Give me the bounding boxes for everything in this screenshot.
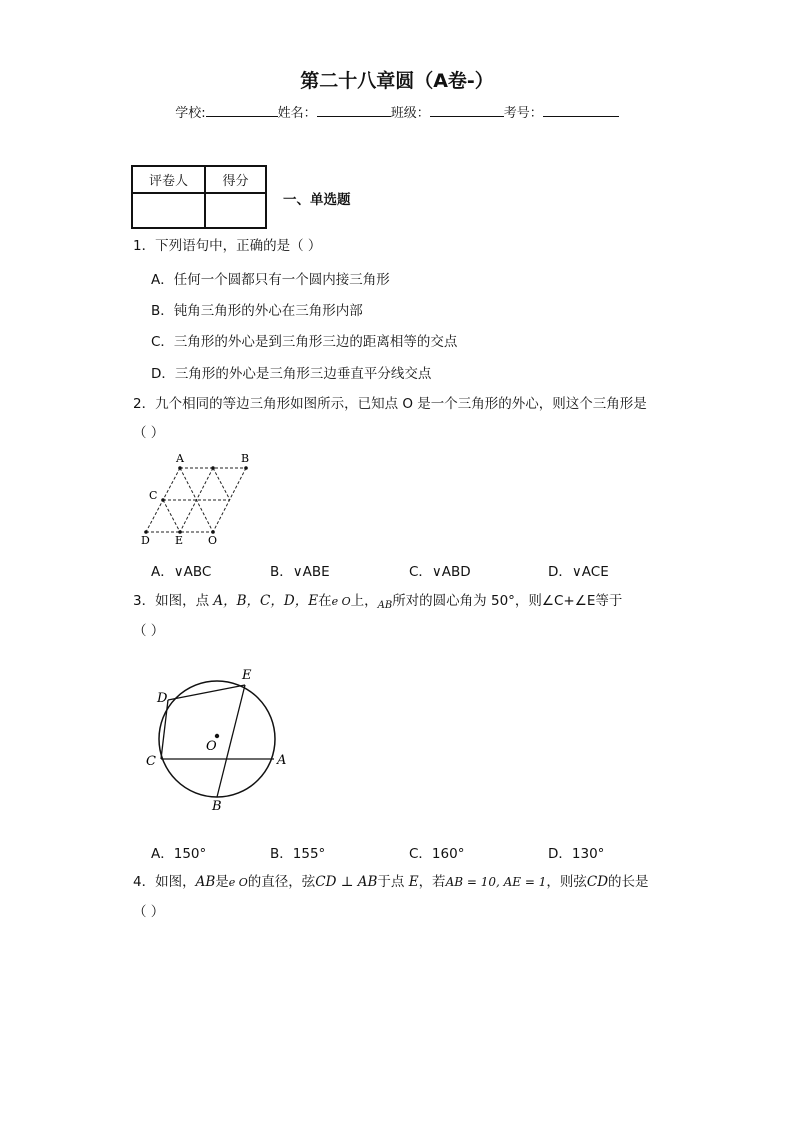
q2-option-c: C．∨ABD xyxy=(409,564,471,580)
q2-option-b: B．∨ABE xyxy=(270,564,330,580)
class-label: 班级： xyxy=(390,106,430,121)
label-d: D xyxy=(157,691,168,706)
q4-end-text: 的长是 xyxy=(608,874,649,890)
score-cell xyxy=(205,193,266,228)
q4-cd-perp: CD ⊥ AB xyxy=(315,874,378,890)
page-title: 第二十八章圆（A卷-） xyxy=(300,70,494,92)
label-c: C xyxy=(149,489,158,502)
label-e: E xyxy=(175,534,184,547)
q3-stem-mid: 所对的圆心角为 50°，则∠C+∠E等于 xyxy=(392,593,623,609)
q2-option-d: D．∨ACE xyxy=(548,564,609,580)
q3-prefix: 3．如图，点 xyxy=(133,593,210,609)
q1-option-c: C．三角形的外心是到三角形三边的距离相等的交点 xyxy=(151,334,458,350)
q4-diam-text: 的直径，弦 xyxy=(247,874,316,890)
q4-stem-line2: （ ） xyxy=(133,904,165,920)
q4-prefix: 4．如图， xyxy=(133,874,196,890)
q4-cd: CD xyxy=(586,874,609,890)
q1-option-d: D．三角形的外心是三角形三边垂直平分线交点 xyxy=(151,366,432,382)
label-o: O xyxy=(206,739,217,754)
point-a-dot xyxy=(178,466,182,470)
grader-cell xyxy=(132,193,205,228)
center-o-dot xyxy=(215,734,219,738)
q2-triangle-grid-figure xyxy=(135,448,260,548)
q3-arc-ab: AB xyxy=(377,600,393,611)
label-a: A xyxy=(277,753,287,768)
q4-is-text: 是 xyxy=(215,874,229,890)
q1-option-b: B．钝角三角形的外心在三角形内部 xyxy=(151,303,363,319)
q2-option-a: A．∨ABC xyxy=(151,564,212,580)
triangle-grid-lines xyxy=(146,468,246,532)
point-mid-top-dot xyxy=(211,466,215,470)
q3-stem-line2: （ ） xyxy=(133,623,165,639)
label-c: C xyxy=(146,754,156,769)
q3-on-text: 上， xyxy=(350,593,378,609)
student-info-line xyxy=(0,102,794,121)
class-blank xyxy=(430,104,504,117)
q4-point-e: E xyxy=(408,874,419,890)
q3-circle-figure xyxy=(140,660,300,815)
q3-option-d: D．130° xyxy=(548,846,605,862)
section-title: 一、单选题 xyxy=(283,192,351,208)
q3-points: A，B，C，D，E xyxy=(213,593,319,609)
label-d: D xyxy=(141,534,150,547)
label-o: O xyxy=(208,534,218,547)
name-blank xyxy=(317,104,391,117)
q3-in-text: 在 xyxy=(318,593,332,609)
q2-stem-line1: 2．九个相同的等边三角形如图所示，已知点 O 是一个三角形的外心，则这个三角形是 xyxy=(133,396,647,412)
score-header: 得分 xyxy=(205,166,266,193)
exam-no-blank xyxy=(543,104,619,117)
label-b: B xyxy=(241,452,250,465)
point-b-dot xyxy=(244,466,248,470)
exam-no-label: 考号： xyxy=(503,106,543,121)
q4-if-text: ，若 xyxy=(418,874,446,890)
grader-header: 评卷人 xyxy=(132,166,205,193)
score-table xyxy=(131,165,267,229)
q3-stem-line1 xyxy=(133,591,622,613)
school-label: 学校: xyxy=(175,106,206,121)
q3-option-c: C．160° xyxy=(409,846,465,862)
q4-condition: AB = 10, AE = 1 xyxy=(445,875,547,889)
q1-option-a: A．任何一个圆都只有一个圆内接三角形 xyxy=(151,272,390,288)
school-blank xyxy=(206,104,278,117)
q3-option-b: B．155° xyxy=(270,846,326,862)
q4-stem-line1 xyxy=(133,872,649,893)
label-e: E xyxy=(242,668,252,683)
q2-stem-line2: （ ） xyxy=(133,425,165,441)
label-b: B xyxy=(212,799,222,814)
q3-option-a: A．150° xyxy=(151,846,207,862)
q4-circle-o: e O xyxy=(228,876,248,889)
name-label: 姓名： xyxy=(277,106,317,121)
q4-ab: AB xyxy=(195,874,216,890)
q1-stem: 1．下列语句中，正确的是（ ） xyxy=(133,238,322,254)
q4-at-point: 于点 xyxy=(377,874,405,890)
point-c-dot xyxy=(161,498,165,502)
q4-then-text: ，则弦 xyxy=(546,874,587,890)
label-a: A xyxy=(176,452,184,465)
q3-circle-o: e O xyxy=(331,595,351,608)
